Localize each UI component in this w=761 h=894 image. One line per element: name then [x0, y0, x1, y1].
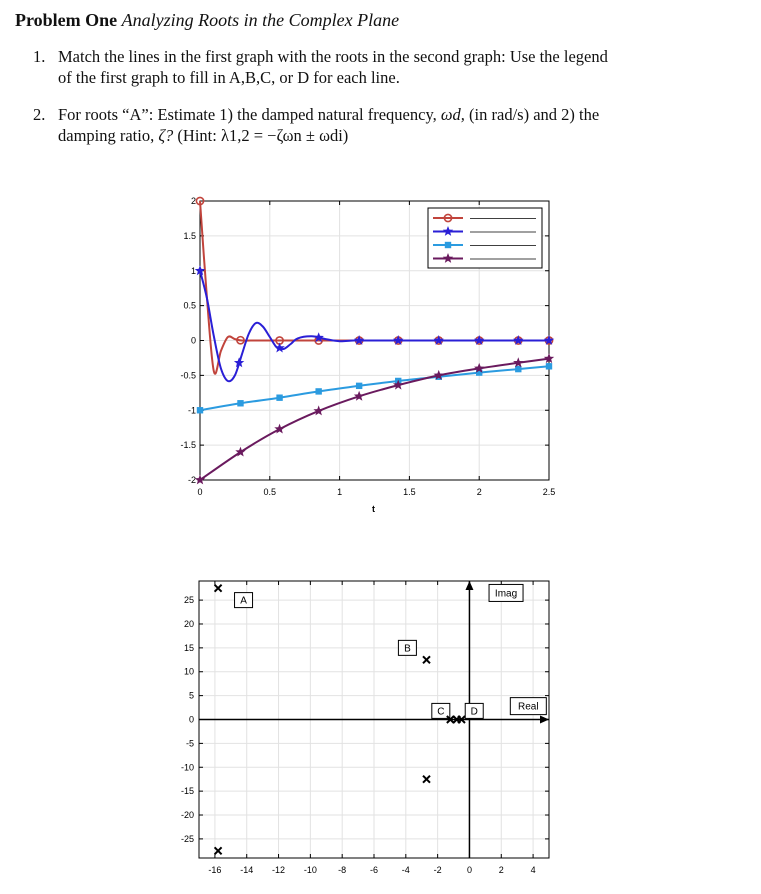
chart2-x-tick-label: -4 — [401, 865, 410, 875]
chart2-y-tick-label: -10 — [180, 762, 194, 773]
chart1-x-axis-label: t — [372, 504, 375, 514]
chart2-root-label-B: B — [404, 643, 411, 655]
chart2-y-tick-label: 25 — [183, 595, 194, 606]
chart2-y-tick-label: 5 — [188, 690, 194, 701]
chart1-y-tick-label: 1.5 — [183, 230, 196, 241]
chart1-y-tick-label: 0.5 — [183, 300, 196, 311]
chart2-y-tick-label: 15 — [183, 642, 194, 653]
question-1-line1: Match the lines in the first graph with the roots in the second graph: Use the legend — [58, 47, 608, 66]
question-2-line1b: (in rad/s) and 2) the — [469, 105, 600, 124]
chart1-y-tick-label: 2 — [190, 196, 196, 206]
question-2-hint: (Hint: λ1,2 = −ζωn ± ωdi) — [177, 126, 349, 145]
chart1-marker-purple-star — [354, 391, 365, 401]
chart1-legend-marker-lightblue-square — [445, 242, 451, 248]
chart2-x-tick-label: 2 — [498, 865, 504, 875]
chart1-marker-lightblue-square — [356, 383, 362, 389]
chart2-imag-axis-arrow — [465, 581, 473, 590]
chart2-x-tick-label: -12 — [272, 865, 286, 875]
chart2-x-tick-label: -6 — [369, 865, 379, 875]
chart2-x-tick-label: -2 — [433, 865, 442, 875]
chart2-root-label-D: D — [470, 706, 478, 718]
chart2-root-label-C: C — [437, 706, 445, 718]
chart2-real-label: Real — [518, 701, 539, 713]
chart2-y-tick-label: 0 — [188, 714, 194, 725]
question-2-line2a: damping ratio, — [58, 126, 155, 145]
chart1-x-tick-label: 1.5 — [403, 487, 416, 497]
chart2-x-tick-label: 4 — [530, 865, 536, 875]
chart1-series-line-lightblue-square — [200, 366, 549, 410]
chart1-x-tick-label: 2.5 — [542, 487, 556, 497]
chart1-marker-lightblue-square — [197, 407, 203, 413]
chart2-y-tick-label: 20 — [183, 618, 194, 629]
chart1-x-tick-label: 1 — [337, 487, 343, 497]
chart2-imag-label: Imag — [494, 588, 518, 600]
question-1-number: 1. — [33, 47, 46, 66]
chart2-root-label-A: A — [240, 595, 247, 607]
chart2-y-tick-label: -20 — [180, 810, 194, 821]
chart1-x-tick-label: 2 — [476, 487, 482, 497]
chart1-series-line-purple-star — [200, 359, 549, 480]
chart1-series-line-blue-star — [200, 271, 549, 381]
chart2-root-marker-1 — [215, 847, 222, 854]
question-1-line2: of the first graph to fill in A,B,C, or D for each line. — [58, 68, 400, 87]
chart1-marker-purple-star — [513, 357, 523, 367]
chart2-root-marker-0 — [215, 585, 222, 592]
chart1-y-tick-label: -1 — [187, 405, 196, 416]
chart2-x-tick-label: -14 — [240, 865, 254, 875]
omega-d-symbol: ωd, — [440, 105, 465, 124]
chart1-y-tick-label: 0 — [190, 335, 196, 346]
chart1-y-tick-label: 1 — [190, 265, 196, 276]
chart1-x-tick-label: 0.5 — [263, 487, 277, 497]
chart2-x-tick-label: -16 — [208, 865, 222, 875]
chart2-y-tick-label: -25 — [180, 833, 194, 844]
chart1-marker-lightblue-square — [276, 394, 282, 400]
chart2-y-tick-label: -15 — [180, 786, 194, 797]
chart2-root-marker-3 — [423, 776, 430, 783]
chart2-real-axis-arrow — [540, 716, 549, 724]
chart1-y-tick-label: -1.5 — [180, 440, 196, 451]
chart2-y-tick-label: -5 — [185, 738, 194, 749]
chart2-root-marker-2 — [423, 656, 430, 663]
chart1-marker-lightblue-square — [237, 400, 243, 406]
chart1-marker-blue-star — [274, 343, 285, 353]
chart2-y-tick-label: 10 — [183, 666, 194, 677]
question-2-line1a: For roots “A”: Estimate 1) the damped natural frequency, — [58, 105, 437, 124]
chart1-y-tick-label: -0.5 — [180, 370, 196, 381]
chart1-marker-lightblue-square — [315, 388, 321, 394]
chart2-x-tick-label: 0 — [466, 865, 472, 875]
chart1-marker-purple-star — [313, 405, 324, 415]
chart1-marker-lightblue-square — [546, 363, 552, 369]
chart1-marker-lightblue-square — [515, 366, 521, 372]
chart1-marker-purple-star — [195, 475, 205, 485]
chart1-y-tick-label: -2 — [187, 475, 196, 485]
chart1-x-tick-label: 0 — [197, 487, 203, 497]
problem-number: Problem One — [15, 10, 118, 30]
question-2-number: 2. — [33, 105, 46, 124]
problem-title: Analyzing Roots in the Complex Plane — [121, 10, 400, 30]
zeta-symbol: ζ? — [158, 126, 174, 145]
chart2-x-tick-label: -8 — [338, 865, 347, 875]
chart2-x-tick-label: -10 — [303, 865, 317, 875]
